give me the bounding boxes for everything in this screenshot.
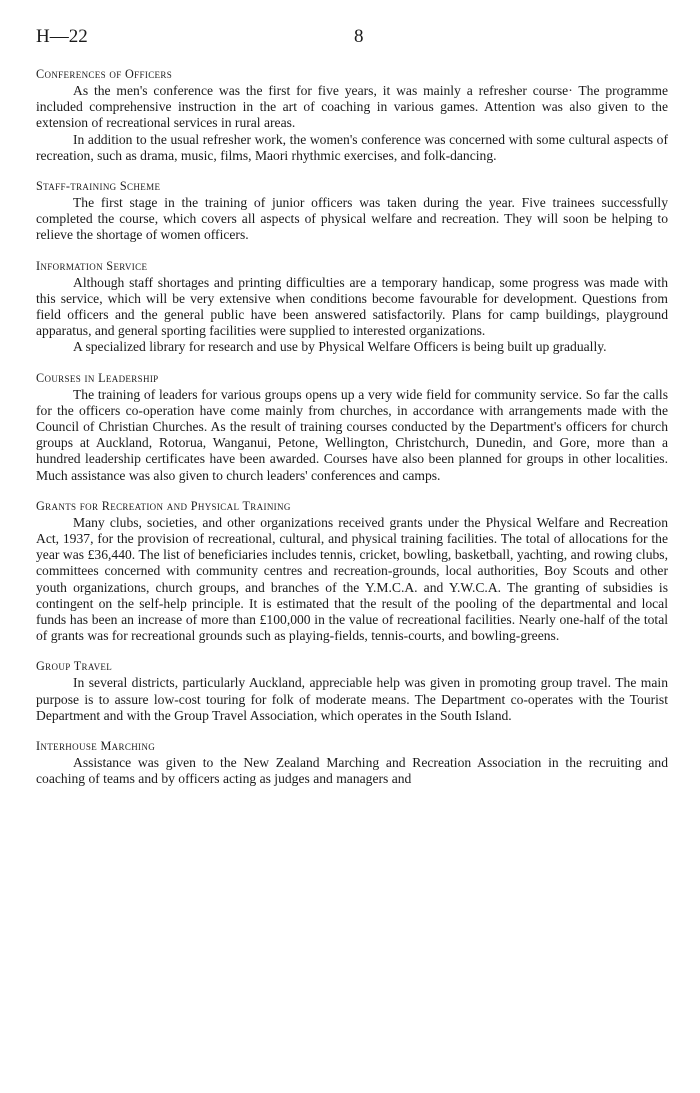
paragraph: In several districts, particularly Auckland, appreciable help was given in promoting group travel. The main purpose is to assure low-cost touring for folk of moderate means. The Department co-operates with the Tourist Department and with the Group Travel Association, which operates in the South Island. [36,675,668,723]
paragraph: A specialized library for research and use by Physical Welfare Officers is being built up gradually. [73,339,607,355]
document-page [36,26,668,788]
paragraph: Many clubs, societies, and other organizations received grants under the Physical Welfare and Recreation Act, 1937, for the provision of recreational, cultural, and physical training facilities. The total of allocations for the year was £36,440. The list of beneficiaries includes tennis, cricket, bowling, basketball, yachting, and rowing clubs, committees concerned with community centres and recreation-grounds, local authorities, Boy Scouts and other youth organizations, church groups, and branches of the Y.M.C.A. and Y.W.C.A. The granting of subsidies is contingent on the self-help principle. It is estimated that the result of the pooling of the departmental and local funds has been an increase of more than £100,000 in the value of recreational facilities. Nearly one-half of the total of grants was for recreational grounds such as playing-fields, tennis-courts, and bowling-greens. [36,514,668,644]
paragraph: Assistance was given to the New Zealand Marching and Recreation Association in the recruiting and coaching of teams and by officers acting as judges and managers and [36,755,668,787]
section-heading: Courses in Leadership [36,370,159,385]
section-group-travel [36,658,668,724]
section-heading: Information Service [36,258,148,273]
paragraph: Although staff shortages and printing difficulties are a temporary handicap, some progress was made with this service, which will be very extensive when conditions become favourable for development. Questions from field officers and the general public have been answered satisfactorily. Plans for camp buildings, playground apparatus, and general sporting facilities were supplied to interested organizations. [36,274,668,339]
document-reference: H—22 [36,26,88,47]
section-heading: Interhouse Marching [36,739,156,754]
section-conferences-of-officers [36,66,668,164]
section-information-service [36,258,668,356]
section-grants-for-recreation [36,498,668,645]
section-heading: Conferences of Officers [36,67,173,81]
section-heading: Grants for Recreation and Physical Training [36,498,291,513]
paragraph: As the men's conference was the first for five years, it was mainly a refresher course· The programme included comprehensive instruction in the art of coaching in various games. Attention was also given to the extension of recreational services in rural areas. [36,83,668,131]
paragraph: The training of leaders for various groups opens up a very wide field for community service. So far the calls for the officers co-operation have come mainly from churches, in accordance with arrangements made with the Council of Christian Churches. As the result of training courses conducted by the Department's officers for church groups at Auckland, Rotorua, Wanganui, Petone, Wellington, Christchurch, Dunedin, and Gore, more than a hundred leadership certificates have been awarded. Courses have also been planned for groups in other localities. Much assistance was also given to church leaders' conferences and camps. [36,386,668,483]
section-interhouse-marching [36,738,668,787]
section-courses-in-leadership [36,370,668,484]
section-heading: Staff-training Scheme [36,179,161,194]
section-heading: Group Travel [36,659,113,674]
paragraph: In addition to the usual refresher work, the women's conference was concerned with some cultural aspects of recreation, such as drama, music, films, Maori rhythmic exercises, and folk-dancing. [36,131,668,163]
paragraph: The first stage in the training of junior officers was taken during the year. Five trainees successfully completed the course, which covers all aspects of physical welfare and recreation. They will soon be helping to relieve the shortage of women officers. [36,195,668,243]
page-header [36,26,668,52]
section-staff-training-scheme [36,178,668,244]
page-number: 8 [354,26,364,47]
